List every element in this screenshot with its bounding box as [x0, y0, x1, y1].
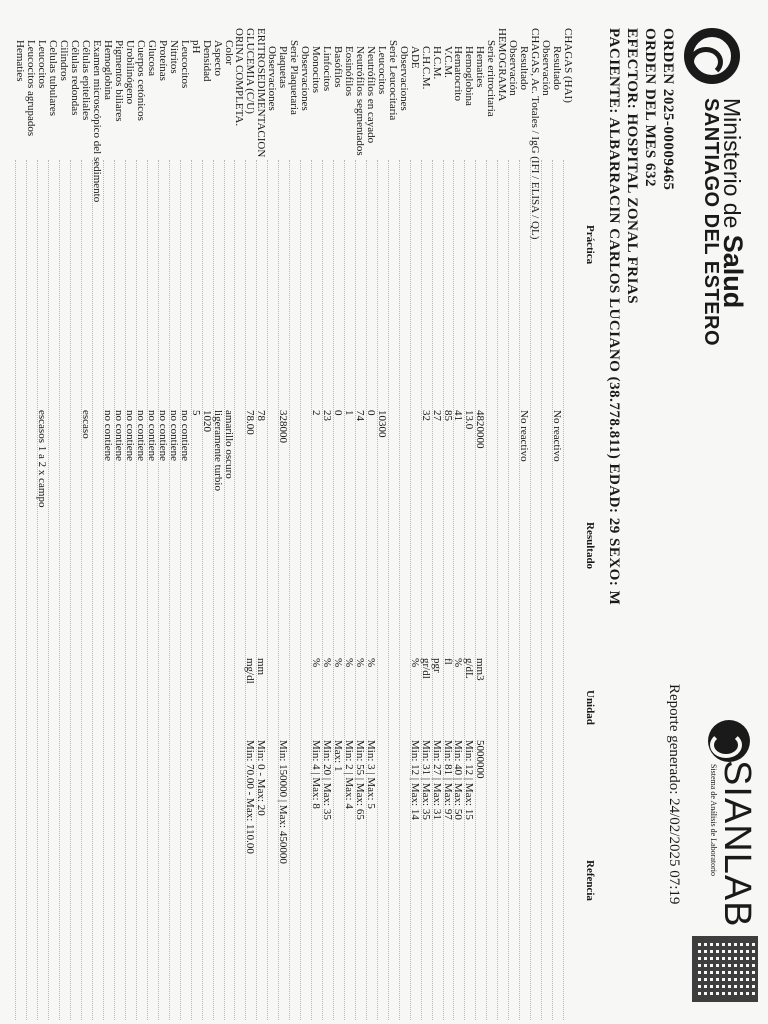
row-rule	[245, 160, 246, 1020]
qr-code-icon	[692, 936, 758, 1002]
row-rule	[410, 160, 411, 1020]
test-result: 27	[430, 410, 443, 421]
row-rule	[333, 160, 334, 1020]
row-rule	[278, 160, 279, 1020]
test-reference: Min: 27 | Max: 31	[430, 740, 443, 820]
test-name: Hematies	[14, 40, 27, 82]
test-name: Observaciones	[397, 46, 410, 111]
test-name: Resultado	[518, 46, 531, 90]
test-result: 78.00	[244, 410, 257, 435]
row-rule	[169, 160, 170, 1020]
test-reference: Min: 3 | Max: 5	[364, 740, 377, 809]
col-unidad: Unidad	[584, 690, 596, 725]
col-resultado: Resultado	[584, 522, 596, 570]
test-name: Observación	[507, 40, 520, 96]
test-name: V.C.M.	[441, 46, 454, 78]
lab-subtitle: Sistema de Análisis de Laboratorio	[709, 764, 718, 876]
test-unit: %	[310, 658, 323, 668]
test-unit: %	[452, 658, 465, 668]
row-rule	[508, 160, 509, 1020]
test-result: no contiene	[178, 410, 191, 462]
row-rule	[70, 160, 71, 1020]
test-result: 13.0	[463, 410, 476, 430]
row-rule	[344, 160, 345, 1020]
row-rule	[48, 160, 49, 1020]
test-name: Nitritos	[167, 40, 180, 74]
test-name: pH	[189, 40, 202, 54]
test-name: Células epiteliales	[80, 40, 93, 121]
row-rule	[366, 160, 367, 1020]
row-rule	[300, 160, 301, 1020]
test-unit: mg/dl	[244, 658, 257, 684]
test-name: Urobilinógeno	[124, 40, 136, 105]
test-name: Observaciones	[299, 46, 312, 111]
sianlab-logo-icon	[708, 720, 750, 762]
test-name: Aspecto	[211, 40, 224, 77]
test-name: Leucocitos	[375, 46, 388, 95]
row-rule	[37, 160, 38, 1020]
test-reference: Min: 40 | Max: 50	[452, 740, 465, 820]
test-result: 4820000	[474, 410, 487, 449]
row-rule	[103, 160, 104, 1020]
test-name: GLUCEMIA (C/U)	[244, 28, 257, 114]
test-name: ORINA COMPLETA.	[233, 28, 246, 127]
test-reference: Min: 2 | Max: 4	[343, 740, 355, 809]
row-rule	[497, 160, 498, 1020]
test-name: Observaciones	[266, 46, 279, 111]
test-reference: Min: 0 - Max: 20	[255, 740, 268, 816]
row-rule	[81, 160, 82, 1020]
test-name: Leucocitos	[178, 40, 191, 89]
row-rule	[443, 160, 444, 1020]
test-name: Linfocitos	[321, 46, 334, 92]
test-result: 23	[321, 410, 334, 421]
col-practica: Práctica	[584, 225, 596, 265]
order-month: ORDEN DEL MES 632	[642, 28, 658, 187]
test-result: 10300	[375, 410, 388, 438]
test-result: 0	[332, 410, 345, 416]
test-result: 328000	[277, 410, 290, 443]
row-rule	[563, 160, 564, 1020]
row-rule	[311, 160, 312, 1020]
test-name: C.H.C.M.	[419, 46, 432, 90]
row-rule	[114, 160, 115, 1020]
row-rule	[224, 160, 225, 1020]
test-result: 5	[189, 410, 202, 416]
test-name: Pigmentos biliares	[113, 40, 126, 122]
row-rule	[289, 160, 290, 1020]
test-name: Observación	[540, 40, 553, 96]
test-unit: %	[321, 658, 334, 668]
row-rule	[519, 160, 520, 1020]
row-rule	[26, 160, 27, 1020]
row-rule	[541, 160, 542, 1020]
test-name: Serie eritrocitaria	[485, 40, 498, 117]
test-reference: 5000000	[474, 740, 487, 779]
row-rule	[432, 160, 433, 1020]
test-name: Color	[222, 40, 235, 66]
ministry-name: Ministerio de Salud	[718, 98, 748, 309]
test-unit: %	[408, 658, 421, 668]
row-rule	[147, 160, 148, 1020]
test-result: ligeramente turbio	[211, 410, 224, 491]
report-generated: Reporte generado: 24/02/2025 07:19	[666, 684, 682, 905]
row-rule	[59, 160, 60, 1020]
test-name: Leucocitos agrupados	[25, 40, 38, 137]
row-rule	[256, 160, 257, 1020]
row-rule	[202, 160, 203, 1020]
test-result: 1020	[200, 410, 213, 432]
test-reference: Min: 31 | Max: 35	[419, 740, 432, 820]
row-rule	[158, 160, 159, 1020]
row-rule	[92, 160, 93, 1020]
test-result: no contiene	[124, 410, 136, 462]
test-name: Serie Plaquetaria	[288, 40, 301, 115]
test-result: amarillo oscuro	[222, 410, 235, 479]
test-name: Leucocitos	[36, 40, 49, 89]
test-result: 1	[343, 410, 355, 416]
row-rule	[16, 160, 17, 1020]
test-unit: %	[332, 658, 345, 668]
row-rule	[267, 160, 268, 1020]
row-rule	[377, 160, 378, 1020]
test-name: Eosinófilos	[343, 46, 355, 97]
test-name: Monocitos	[310, 46, 323, 94]
test-result: 78	[255, 410, 268, 421]
test-name: Hemoglobina	[102, 40, 115, 100]
test-reference: Min: 55 | Max: 65	[353, 740, 366, 820]
col-referencia: Refencia	[584, 860, 596, 901]
test-result: 32	[419, 410, 432, 421]
row-rule	[399, 160, 400, 1020]
test-result: no contiene	[167, 410, 180, 462]
row-rule	[125, 160, 126, 1020]
test-result: No reactivo	[518, 410, 531, 462]
test-reference: Min: 20 | Max: 35	[321, 740, 334, 820]
test-unit: %	[353, 658, 366, 668]
test-result: no contiene	[113, 410, 126, 462]
test-name: Neutrófilos segmentados	[353, 46, 366, 156]
test-name: Celulas tubulares	[47, 40, 60, 117]
row-rule	[136, 160, 137, 1020]
test-result: escasos 1 a 2 x campo	[36, 410, 49, 508]
test-reference: Min: 70.00 - Max: 110.00	[244, 740, 257, 854]
test-name: Glucosa	[145, 40, 158, 77]
test-name: Neutrófilos en cayado	[364, 46, 377, 144]
test-name: CHAGAS (HAI)	[562, 28, 574, 103]
row-rule	[191, 160, 192, 1020]
test-name: CHAGAS, Ac. Totales / IgG (IFI / ELISA / QL)	[529, 28, 542, 240]
row-rule	[486, 160, 487, 1020]
test-name: H.C.M.	[430, 46, 443, 80]
ministry-region: SANTIAGO DEL ESTERO	[700, 98, 722, 347]
test-result: escaso	[80, 410, 93, 439]
test-name: Cilindros	[58, 40, 71, 81]
test-reference: Min: 81 | Max: 97	[441, 740, 454, 820]
test-name: Células redondas	[69, 40, 82, 116]
test-name: ADE	[408, 46, 421, 69]
test-result: 85	[441, 410, 454, 421]
row-rule	[421, 160, 422, 1020]
test-result: no contiene	[134, 410, 147, 462]
test-reference: Min: 4 | Max: 8	[310, 740, 323, 809]
patient-line: PACIENTE: ALBARRACIN CARLOS LUCIANO (38.778.811) EDAD: 29 SEXO: M	[606, 28, 622, 606]
test-result: no contiene	[145, 410, 158, 462]
test-unit: %	[364, 658, 377, 668]
test-unit: mm3	[474, 658, 487, 681]
test-result: 74	[353, 410, 366, 421]
test-result: 0	[364, 410, 377, 416]
row-rule	[355, 160, 356, 1020]
test-result: no contiene	[156, 410, 169, 462]
test-name: Cuerpos cetónicos	[134, 40, 147, 121]
efector: EFECTOR: HOSPITAL ZONAL FRIAS	[624, 28, 640, 305]
test-name: Hematocrito	[452, 46, 465, 101]
test-reference: Min: 12 | Max: 15	[463, 740, 476, 820]
test-unit: fl	[441, 658, 454, 665]
row-rule	[454, 160, 455, 1020]
row-rule	[530, 160, 531, 1020]
test-result: No reactivo	[551, 410, 564, 462]
test-name: Densidad	[200, 40, 213, 82]
test-unit: g/dL	[463, 658, 476, 679]
test-name: Basófilos	[332, 46, 345, 88]
test-reference: Min: 12 | Max: 14	[408, 740, 421, 820]
row-rule	[322, 160, 323, 1020]
test-name: Proteínas	[156, 40, 169, 81]
test-name: Examen microscópico del sedimento	[91, 40, 104, 203]
test-reference: Max: 1	[332, 740, 345, 772]
row-rule	[213, 160, 214, 1020]
test-name: Serie Leucocitaria	[386, 40, 399, 121]
row-rule	[475, 160, 476, 1020]
test-name: Resultado	[551, 46, 564, 90]
order-number: ORDEN 2025-00009465	[660, 28, 676, 191]
lab-name: SIANLAB	[716, 760, 758, 928]
test-name: Hemoglobina	[463, 46, 476, 106]
row-rule	[388, 160, 389, 1020]
test-reference: Min: 150000 | Max: 450000	[277, 740, 290, 864]
test-result: no contiene	[102, 410, 115, 462]
test-unit: %	[343, 658, 355, 668]
row-rule	[464, 160, 465, 1020]
test-unit: gr/dl	[419, 658, 432, 679]
test-name: HEMOGRAMA	[496, 28, 509, 102]
test-name: ERITROSEDIMENTACION	[255, 28, 268, 158]
test-result: 2	[310, 410, 323, 416]
row-rule	[552, 160, 553, 1020]
test-name: Hematies	[474, 46, 487, 88]
row-rule	[235, 160, 236, 1020]
test-unit: mm	[255, 658, 268, 676]
ministry-logo-icon	[684, 28, 740, 84]
test-unit: pgr	[430, 658, 443, 673]
test-result: 41	[452, 410, 465, 421]
row-rule	[180, 160, 181, 1020]
test-name: Plaquetas	[277, 46, 290, 89]
